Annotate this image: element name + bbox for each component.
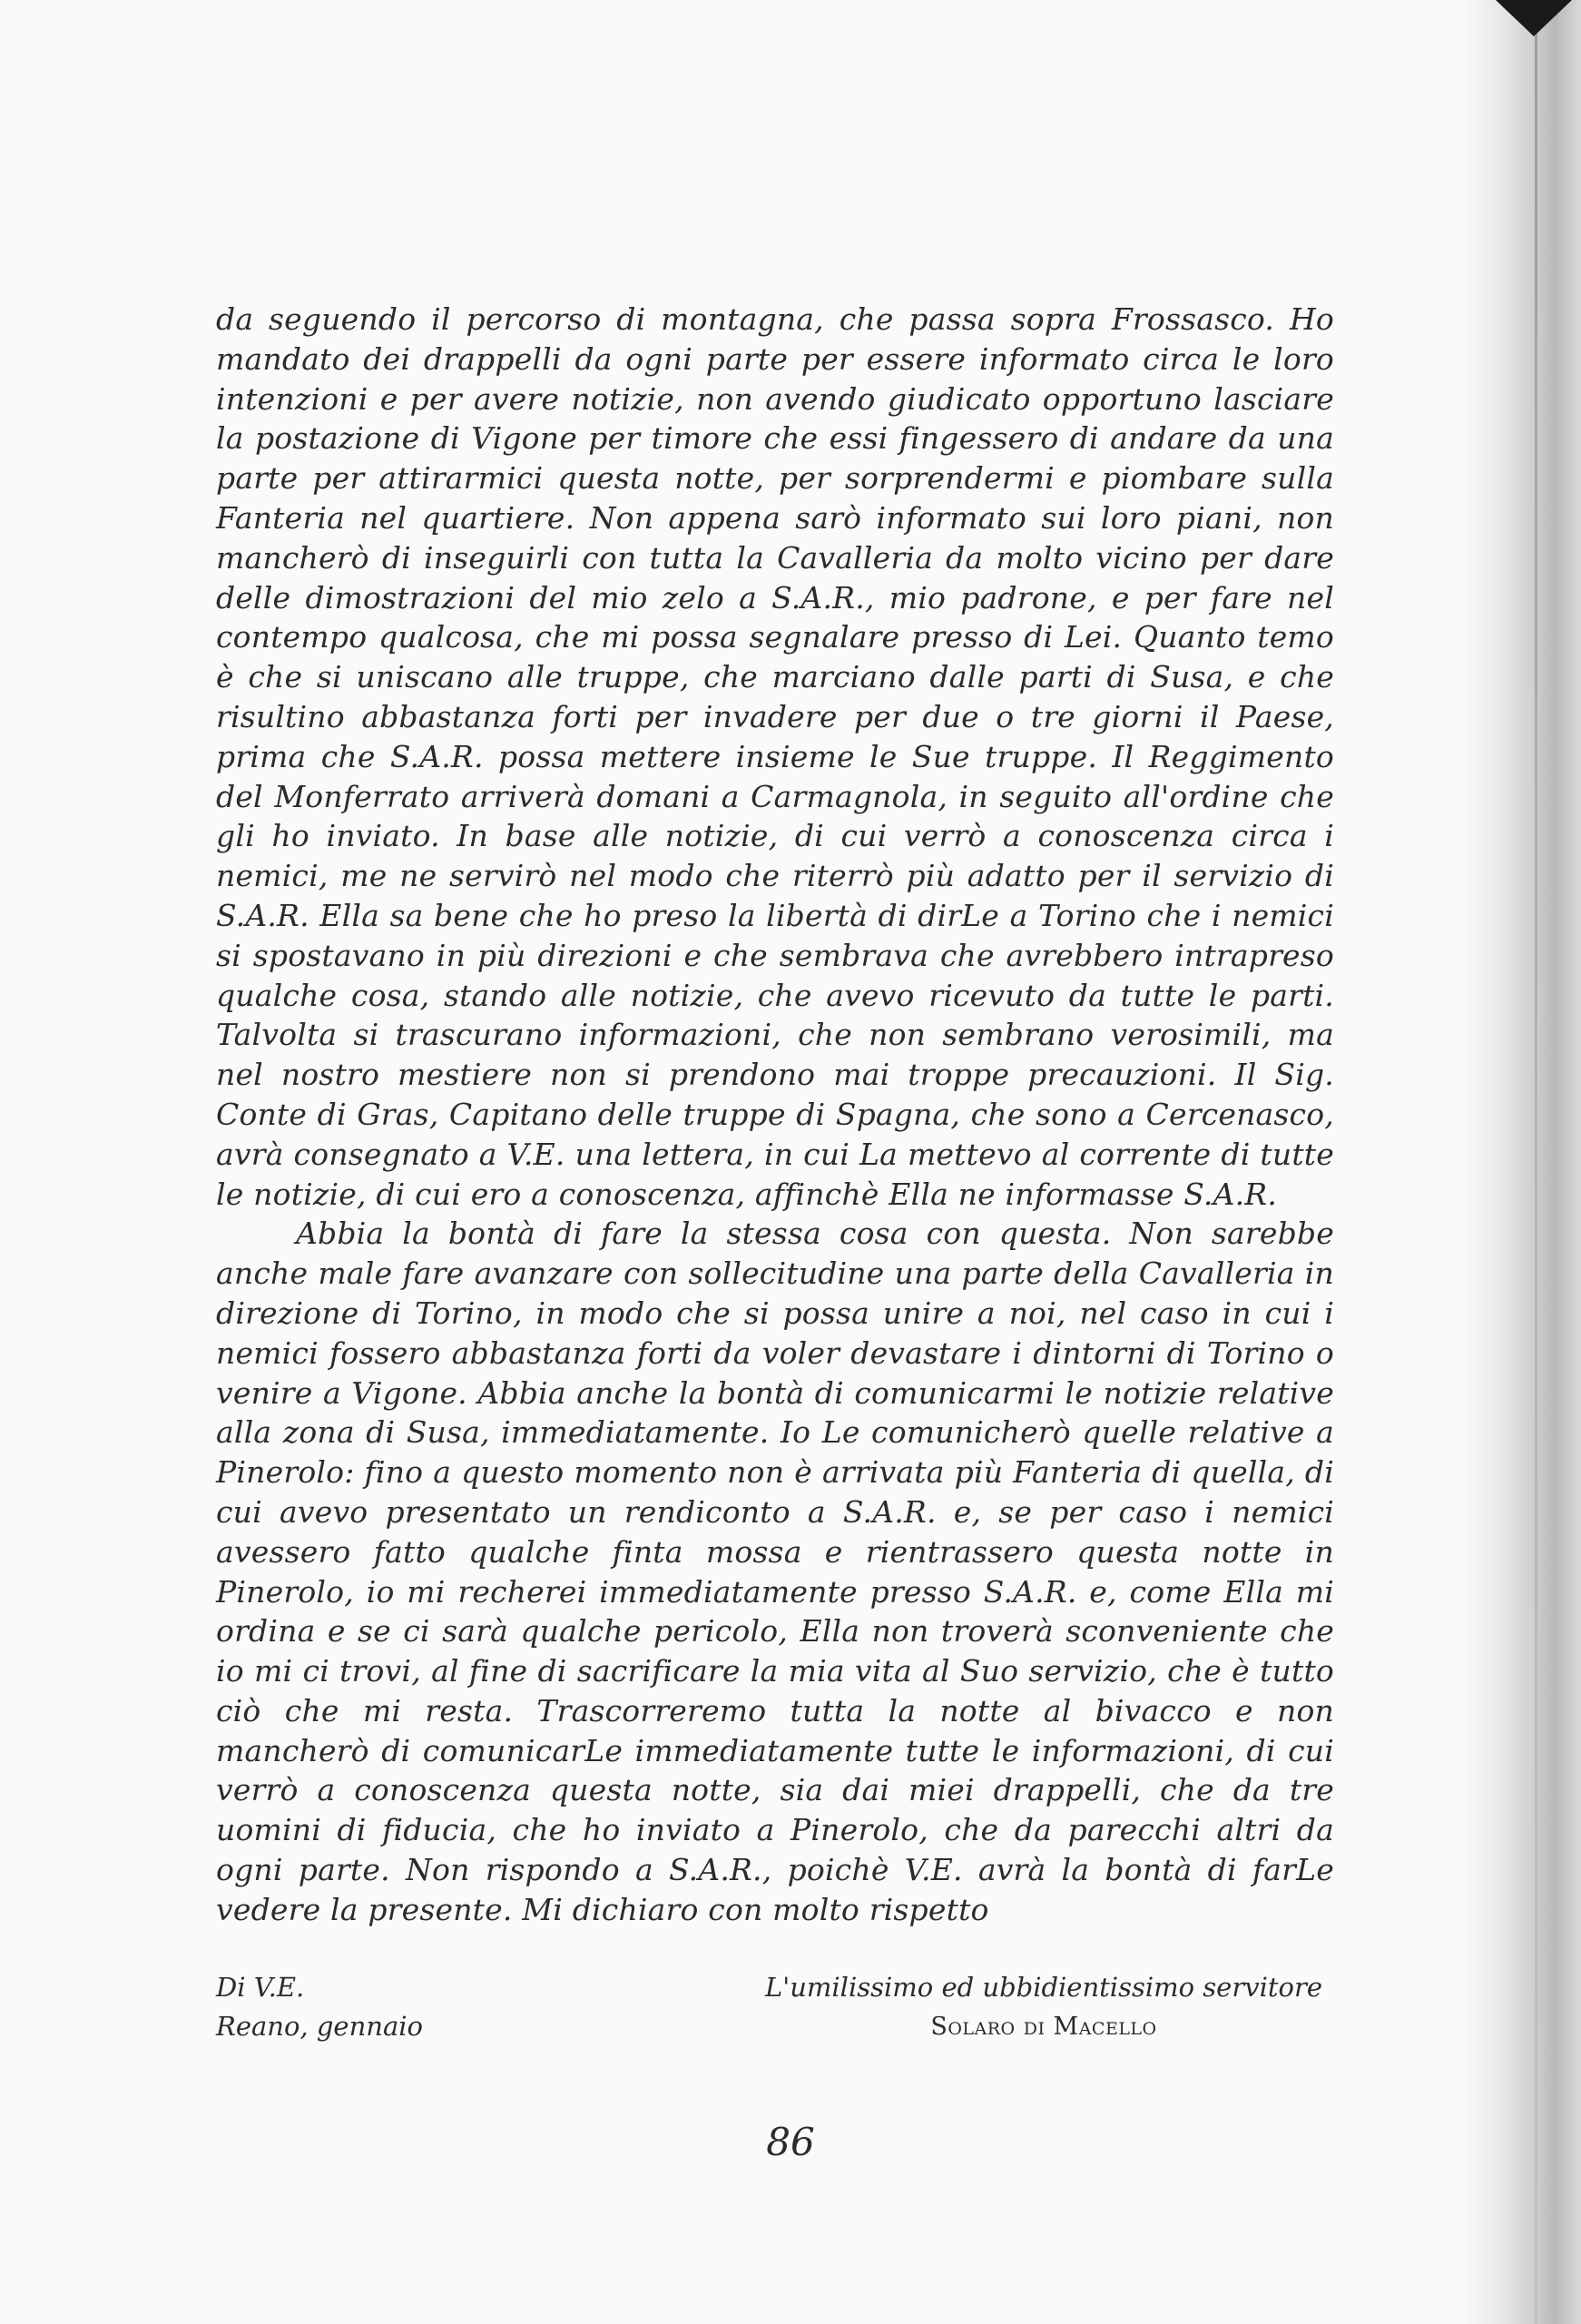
closing-left — [216, 1968, 423, 2046]
paragraph: Abbia la bontà di fare la stessa cosa con questa. Non sarebbe anche male fare avanzare con sollecitudine una parte della Cavalleria in direzione di Torino, in modo che si possa unire a noi, nel caso in cui i nemici fossero abbastanza forti da voler devastare i dintorni di Torino o venire a Vigone. Abbia anche la bontà di comunicarmi le notizie relative alla zona di Susa, immediatamente. Io Le comunicherò quelle relative a Pinerolo: fino a questo momento non è arrivata più Fanteria di quella, di cui avevo presentato un rendiconto a S.A.R. e, se per caso i nemici avessero fatto qualche finta mossa e rientrassero questa notte in Pinerolo, io mi recherei immediatamente presso S.A.R. e, come Ella mi ordina e se ci sarà qualche pericolo, Ella non troverà sconveniente che io mi ci trovi, al fine di sacrificare la mia vita al Suo servizio, che è tutto ciò che mi resta. Trascorreremo tutta la notte al bivacco e non mancherò di comunicarLe immediatamente tutte le informazioni, di cui verrò a conoscenza questa notte, sia dai miei drappelli, che da tre uomini di fiducia, che ho inviato a Pinerolo, che da parecchi altri da ogni parte. Non rispondo a S.A.R., poichè V.E. avrà la bontà di farLe vedere la presente. Mi dichiaro con molto rispetto — [216, 1216, 1334, 1927]
corner-mark — [1496, 0, 1572, 36]
closing-right — [753, 1968, 1334, 2046]
page-gutter-shadow — [1463, 0, 1581, 2324]
servant-formula: L'umilissimo ed ubbidientissimo servitore — [765, 1972, 1322, 2003]
page-number: 86 — [766, 2120, 815, 2164]
page-edge-line — [1535, 0, 1537, 2324]
signature: Solaro di Macello — [930, 2013, 1157, 2041]
body-text — [216, 300, 1334, 1930]
salutation: Di V.E. — [216, 1972, 305, 2003]
place-date: Reano, gennaio — [216, 2011, 423, 2042]
paragraph: da seguendo il percorso di montagna, che passa sopra Frossasco. Ho mandato dei drappelli da ogni parte per essere informato circa le loro intenzioni e per avere notizie, non avendo giudicato opportuno lasciare la postazione di Vigone per timore che essi fingessero di andare da una parte per attirarmici questa notte, per sorprendermi e piombare sulla Fanteria nel quartiere. Non appena sarò informato sui loro piani, non mancherò di inseguirli con tutta la Cavalleria da molto vicino per dare delle dimostrazioni del mio zelo a S.A.R., mio padrone, e per fare nel contempo qualcosa, che mi possa segnalare presso di Lei. Quanto temo è che si uniscano alle truppe, che marciano dalle parti di Susa, e che risultino abbastanza forti per invadere per due o tre giorni il Paese, prima che S.A.R. possa mettere insieme le Sue truppe. Il Reggimento del Monferrato arriverà domani a Carmagnola, in seguito all'ordine che gli ho inviato. In base alle notizie, di cui verrò a conoscenza circa i nemici, me ne servirò nel modo che riterrò più adatto per il servizio di S.A.R. Ella sa bene che ho preso la libertà di dirLe a Torino che i nemici si spostavano in più direzioni e che sembrava che avrebbero intrapreso qualche cosa, stando alle notizie, che avevo ricevuto da tutte le parti. Talvolta si trascurano informazioni, che non sembrano verosimili, ma nel nostro mestiere non si prendono mai troppe precauzioni. Il Sig. Conte di Gras, Capitano delle truppe di Spagna, che sono a Cercenasco, avrà consegnato a V.E. una lettera, in cui La mettevo al corrente di tutte le notizie, di cui ero a conoscenza, affinchè Ella ne informasse S.A.R. — [216, 301, 1334, 1212]
